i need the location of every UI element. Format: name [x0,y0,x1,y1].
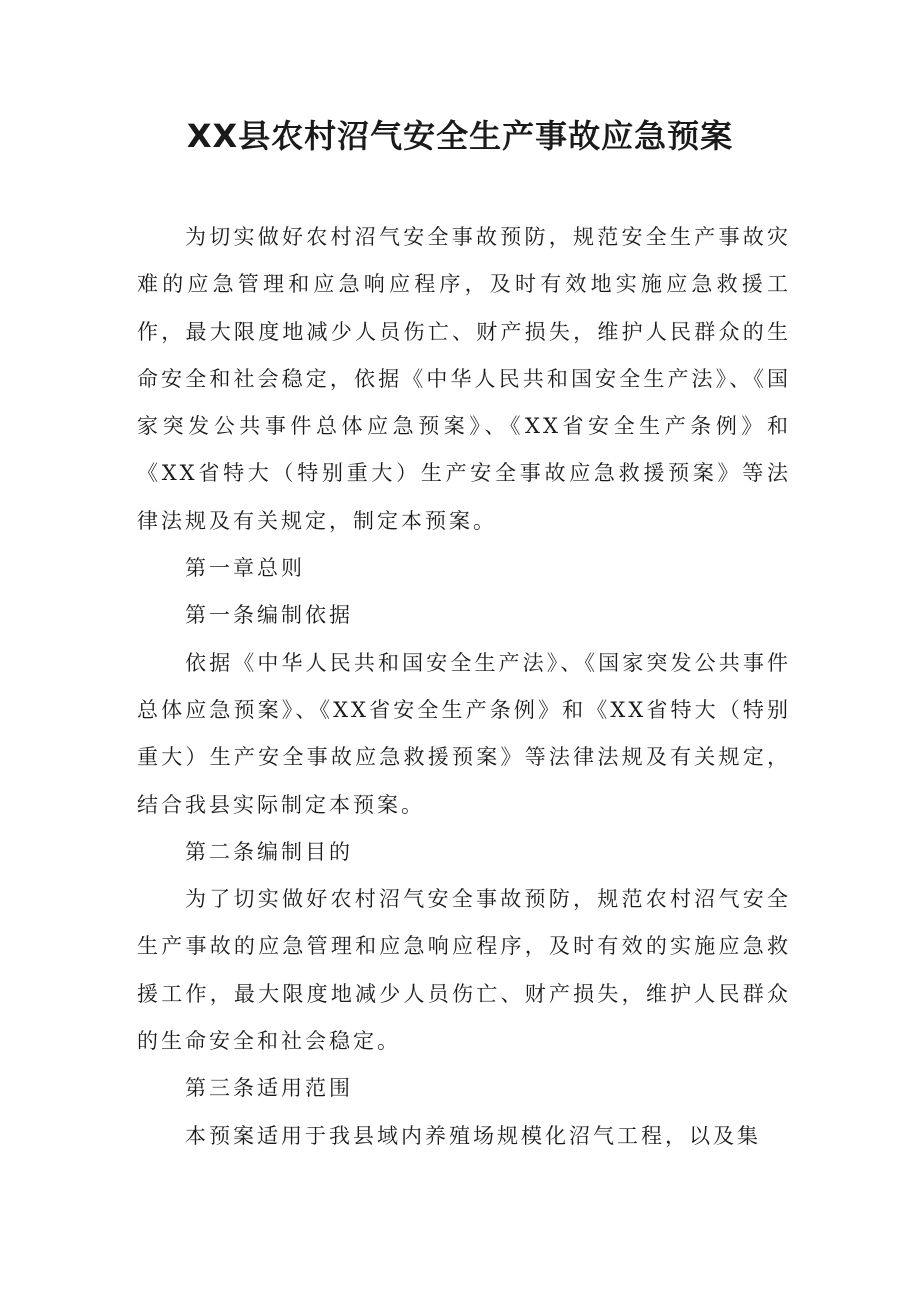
article-2-paragraph: 为了切实做好农村沼气安全事故预防，规范农村沼气安全生产事故的应急管理和应急响应程序，及时有效的实施应急救援工作，最大限度地减少人员伤亡、财产损失，维护人民群众的生命安全和社会稳定。 [137,887,791,1054]
intro-paragraph: 为切实做好农村沼气安全事故预防，规范安全生产事故灾难的应急管理和应急响应程序，及时有效地实施应急救援工作，最大限度地减少人员伤亡、财产损失，维护人民群众的生命安全和社会稳定，依据《中华人民共和国安全生产法》、《国家突发公共事件总体应急预案》、《XX省安全生产条例》和《XX省特大（特别重大）生产安全事故应急救援预案》等法律法规及有关规定，制定本预案。 [137,225,791,533]
article-2-heading: 第二条编制目的 [185,839,353,864]
chapter-heading: 第一章总则 [185,556,305,581]
article-1-paragraph: 依据《中华人民共和国安全生产法》、《国家突发公共事件总体应急预案》、《XX省安全生产条例》和《XX省特大（特别重大）生产安全事故应急救援预案》等法律法规及有关规定，结合我县实际制定本预案。 [137,650,791,817]
article-3-paragraph: 本预案适用于我县域内养殖场规模化沼气工程，以及集 [185,1123,761,1148]
document-body [137,214,791,1160]
document-title: XX县农村沼气安全生产事故应急预案 [186,117,734,155]
article-3-heading: 第三条适用范围 [185,1076,353,1101]
article-1-heading: 第一条编制依据 [185,603,353,628]
